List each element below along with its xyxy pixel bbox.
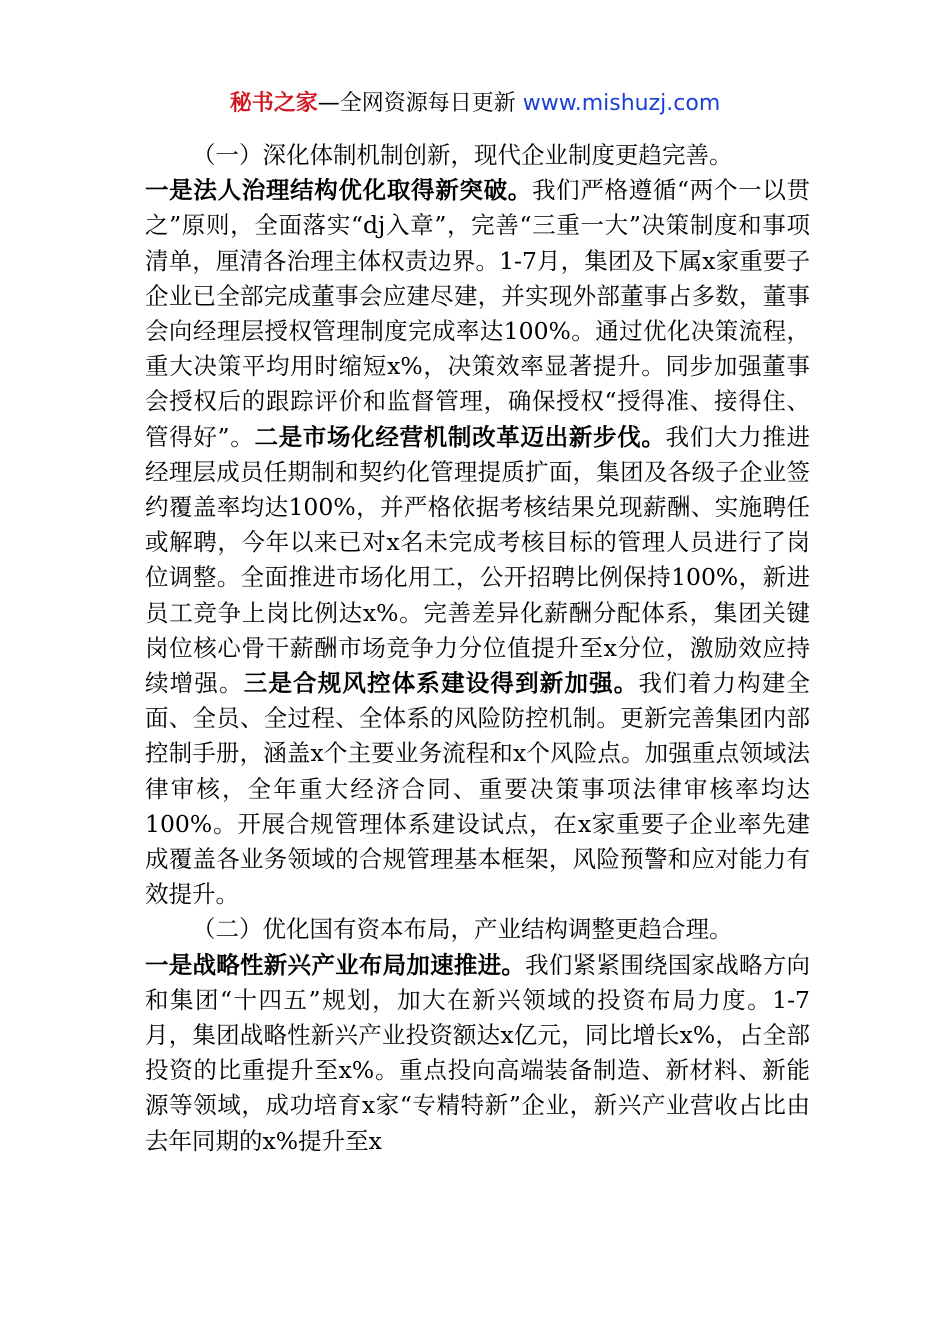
body-text: 我们严格遵循“两个一以贯之”原则，全面落实“dj入章”，完善“三重一大”决策制度和事项清单，厘清各治理主体权责边界。1-7月，集团及下属x家重要子企业已全部完成董事会应建尽建，并实现外部董事占多数，董事会向经理层授权管理制度完成率达100%。通过优化决策流程，重大决策平均用时缩短x%，决策效率显著提升。同步加强董事会授权后的跟踪评价和监督管理，确保授权“授得准、接得住、管得好”。 — [145, 176, 810, 451]
section-heading: （一）深化体制机制创新，现代企业制度更趋完善。 — [192, 141, 733, 169]
document-body — [145, 138, 810, 1159]
site-url-link[interactable]: www.mishuzj.com — [522, 91, 721, 116]
lead-phrase: 三是合规风控体系建设得到新加强。 — [243, 669, 639, 698]
body-text: 我们紧紧围绕国家战略方向和集团“十四五”规划，加大在新兴领域的投资布局力度。1-7月，集团战略性新兴产业投资额达x亿元，同比增长x%，占全部投资的比重提升至x%。重点投向高端装备制造、新材料、新能源等领域，成功培育x家“专精特新”企业，新兴产业营收占比由去年同期的x%提升至x — [145, 950, 811, 1155]
body-text: 我们着力构建全面、全员、全过程、全体系的风险防控机制。更新完善集团内部控制手册，涵盖x个主要业务流程和x个风险点。加强重点领域法律审核，全年重大经济合同、重要决策事项法律审核率均达100%。开展合规管理体系建设试点，在x家重要子企业率先建成覆盖各业务领域的合规管理基本框架，风险预警和应对能力有效提升。 — [145, 669, 811, 909]
lead-phrase: 一是法人治理结构优化取得新突破。 — [145, 176, 532, 205]
site-brand: 秘书之家 — [229, 91, 318, 116]
section-heading: （二）优化国有资本布局，产业结构调整更趋合理。 — [192, 915, 733, 944]
body-paragraph — [145, 173, 810, 912]
site-slogan: —全网资源每日更新 — [317, 91, 523, 116]
lead-phrase: 一是战略性新兴产业布局加速推进。 — [145, 950, 526, 979]
lead-phrase: 二是市场化经营机制改革迈出新步伐。 — [254, 422, 666, 451]
body-paragraph — [145, 948, 810, 1159]
site-header — [0, 88, 950, 120]
body-text: 我们大力推进经理层成员任期制和契约化管理提质扩面，集团及各级子企业签约覆盖率均达100%，并严格依据考核结果兑现薪酬、实施聘任或解聘，今年以来已对x名未完成考核目标的管理人员进行了岗位调整。全面推进市场化用工，公开招聘比例保持100%，新进员工竞争上岗比例达x%。完善差异化薪酬分配体系，集团关键岗位核心骨干薪酬市场竞争力分位值提升至x分位，激励效应持续增强。 — [145, 422, 811, 698]
